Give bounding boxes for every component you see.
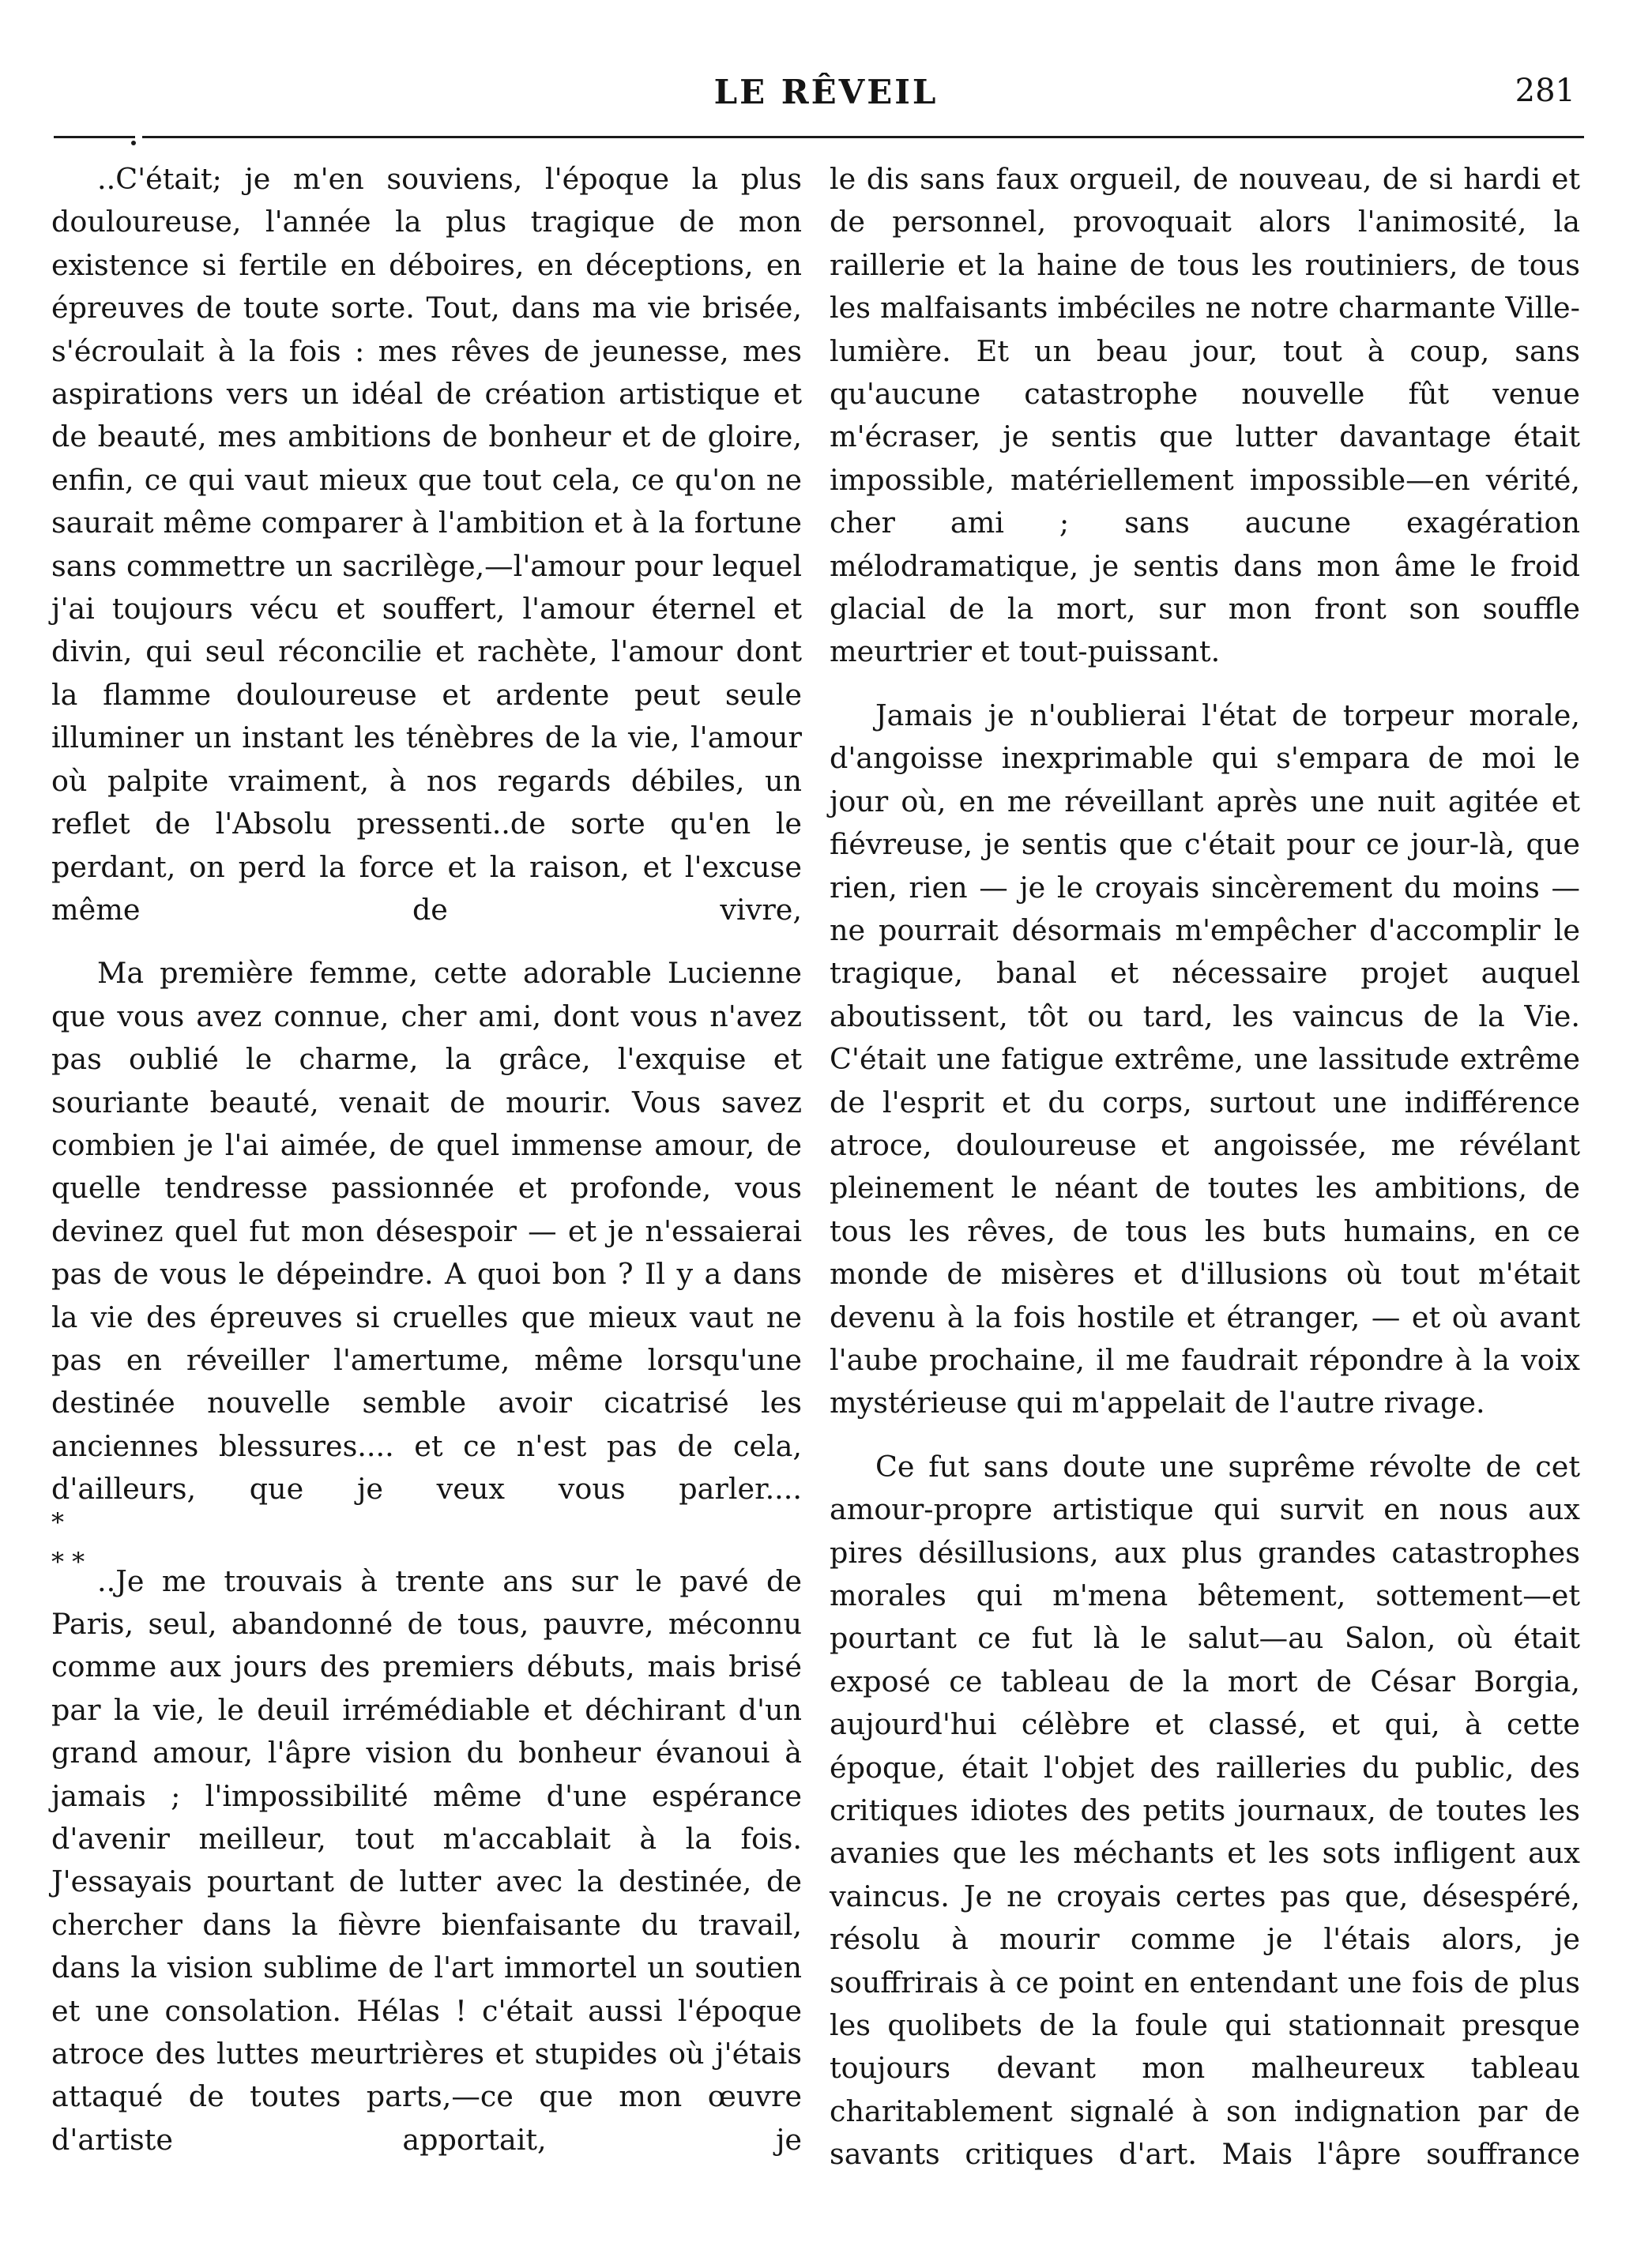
paragraph: ..C'était; je m'en souviens, l'époque la plus douloureuse, l'année la plus tragique de mon existence si fertile en déboires, en déceptions, en épreuves de toute sorte. Tout, dans ma vie brisée, s'écroulait à la fois : mes rêves de jeunesse, mes aspirations vers un idéal de création artistique et de beauté, mes ambitions de bonheur et de gloire, enfin, ce qui vaut mieux que tout cela, ce qu'on ne saurait même comparer à l'ambition et à la fortune sans commettre un sacrilège,—l'amour pour lequel j'ai toujours vécu et souffert, l'amour éternel et divin, qui seul réconcilie et rachète, l'amour dont la flamme douloureuse et ardente peut seule illuminer un instant les ténèbres de la vie, l'amour où palpite vraiment, à nos regards débiles, un reflet de l'Absolu pressenti..de sorte qu'en le perdant, on perd la force et la raison, et l'excuse même de vivre, bbox=[51, 162, 802, 927]
header-rule-left bbox=[54, 136, 135, 138]
header-rule-dot bbox=[131, 141, 136, 145]
header-rule bbox=[142, 136, 1584, 138]
paragraph: ..Je me trouvais à trente ans sur le pavé de Paris, seul, abandonné de tous, pauvre, méconnu comme aux jours des premiers débuts, mais brisé par la vie, le deuil irrémédiable et déchirant d'un grand amour, l'âpre vision du bonheur évanoui à jamais ; l'impossibilité même d'une espérance d'avenir meilleur, tout m'accablait à la fois. J'essayais pourtant de lutter avec la destinée, de chercher dans la fièvre bienfaisante du travail, dans la vision sublime de l'art immortel un soutien et une consolation. Hélas ! c'était aussi l'époque atroce des luttes meurtrières et stupides où j'étais attaqué de toutes parts,—ce que mon œuvre d'artiste apportait, je bbox=[51, 1563, 802, 2157]
paragraph: Jamais je n'oublierai l'état de torpeur morale, d'angoisse inexprimable qui s'empara de moi le jour où, en me réveillant après une nuit agitée et fiévreuse, je sentis que c'était pour ce jour-là, que rien, rien — je le croyais sincèrement du moins — ne pourrait désormais m'empêcher d'accomplir le tragique, banal et nécessaire projet auquel aboutissent, tôt ou tard, les vaincus de la Vie. C'était une fatigue extrême, une lassitude extrême de l'esprit et du corps, surtout une indifférence atroce, douloureuse et angoissée, me révélant pleinement le néant de toutes les ambitions, de tous les rêves, de tous les buts humains, en ce monde de misères et d'illusions où tout m'était devenu à la fois hostile et étranger, — et où avant l'aube prochaine, il me faudrait répondre à la voix mystérieuse qui m'appelait de l'autre rivage. bbox=[830, 698, 1580, 1420]
right-column bbox=[830, 158, 1580, 2176]
page-header bbox=[0, 73, 1652, 120]
asterism-top: * bbox=[51, 1507, 64, 1537]
paragraph: le dis sans faux orgueil, de nouveau, de si hardi et de personnel, provoquait alors l'animosité, la raillerie et la haine de tous les routiniers, de tous les malfaisants imbéciles ne notre charmante Ville-lumière. Et un beau jour, tout à coup, sans qu'aucune catastrophe nouvelle fût venue m'écraser, je sentis que lutter davantage était impossible, matériellement impossible—en vérité, cher ami ; sans aucune exagération mélodramatique, je sentis dans mon âme le froid glacial de la mort, sur mon front son souffle meurtrier et tout-puissant. bbox=[830, 162, 1580, 669]
paragraph: Ce fut sans doute une suprême révolte de cet amour-propre artistique qui survit en nous aux pires désillusions, aux plus grandes catastrophes morales qui m'mena bêtement, sottement—et pourtant ce fut là le salut—au Salon, où était exposé ce tableau de la mort de César Borgia, aujourd'hui célèbre et classé, et qui, à cette époque, était l'objet des railleries du public, des critiques idiotes des petits journaux, de toutes les avanies que les méchants et les sots infligent aux vaincus. Je ne croyais certes pas que, désespéré, résolu à mourir comme je l'étais alors, je souffrirais à ce point en entendant une fois de plus les quolibets de la foule qui stationnait presque toujours devant mon malheureux tableau charitablement signalé à son indignation par de savants critiques d'art. Mais l'âpre souffrance bbox=[830, 1449, 1580, 2172]
page-number: 281 bbox=[1515, 73, 1575, 109]
paragraph: Ma première femme, cette adorable Lucienne que vous avez connue, cher ami, dont vous n'avez pas oublié le charme, la grâce, l'exquise et souriante beauté, venait de mourir. Vous savez combien je l'ai aimée, de quel immense amour, de quelle tendresse passionnée et profonde, vous devinez quel fut mon désespoir — et je n'essaierai pas de vous le dépeindre. A quoi bon ? Il y a dans la vie des épreuves si cruelles que mieux vaut ne pas en réveiller l'amertume, même lorsqu'une destinée nouvelle semble avoir cicatrisé les anciennes blessures.... et ce n'est pas de cela, d'ailleurs, que je veux vous parler.... bbox=[51, 956, 802, 1507]
running-title: LE RÊVEIL bbox=[713, 73, 939, 111]
section-separator-asterism bbox=[51, 1507, 802, 1577]
asterism-bottom: * * bbox=[51, 1546, 85, 1577]
left-column bbox=[51, 158, 802, 2161]
